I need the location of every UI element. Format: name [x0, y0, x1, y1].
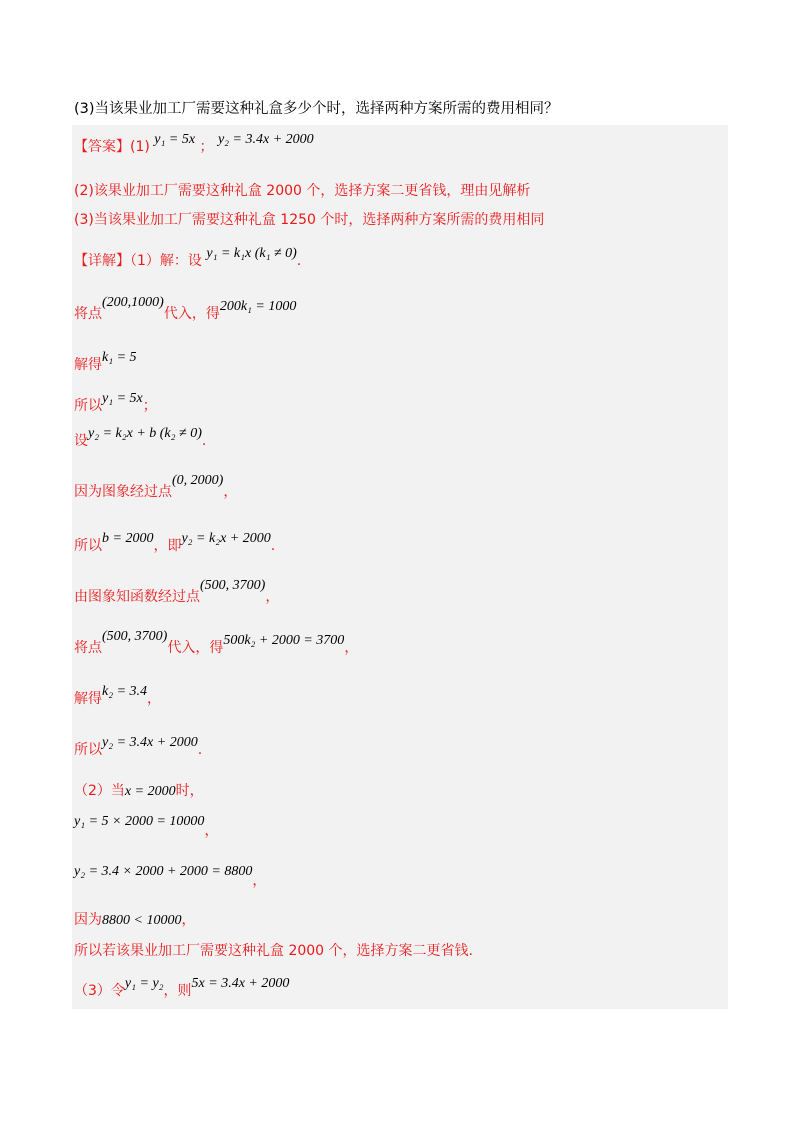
- part-3-formula-2: 5x = 3.4x + 2000: [191, 976, 290, 991]
- part-2-intro: [74, 780, 204, 800]
- conclusion-2: 所以若该果业加工厂需要这种礼盒 2000 个，选择方案二更省钱.: [74, 943, 473, 959]
- detail-step-2-mid: 代入，得: [163, 306, 220, 322]
- answer-line-1: [74, 132, 314, 156]
- detail-step-8-text: 由图象知函数经过点: [74, 589, 200, 605]
- detail-step-3-formula: k₁ = 5: [102, 350, 137, 365]
- detail-step-7-formula-2: y₂ = k₂x + 2000: [181, 531, 271, 546]
- question-3: (3)当该果业加工厂需要这种礼盒多少个时，选择两种方案所需的费用相同？: [74, 101, 559, 117]
- detail-step-4-text: 所以: [74, 398, 102, 414]
- point-500-3700: (500, 3700): [200, 578, 266, 593]
- comma: ，: [223, 484, 238, 500]
- detail-step-7-mid: ，即: [153, 538, 182, 554]
- detail-step-6-text: 因为图象经过点: [74, 484, 172, 500]
- detail-step-9-text: 将点: [74, 640, 102, 656]
- answer-y1-formula: y₁ = 5x: [154, 132, 196, 147]
- detail-tag: 【详解】: [74, 253, 130, 269]
- detail-step-2-formula: 200k₁ = 1000: [219, 299, 297, 314]
- detail-step-4-formula: y₁ = 5x: [102, 391, 143, 406]
- detail-step-10-formula: k₂ = 3.4: [102, 684, 148, 699]
- answer-y2-formula: y₂ = 3.4x + 2000: [217, 132, 314, 147]
- comma: ，: [147, 691, 162, 707]
- detail-step-1-text: （1）解：设: [130, 253, 202, 269]
- detail-step-7-formula: b = 2000: [102, 531, 154, 546]
- part-3-formula: y₁ = y₂: [124, 976, 164, 991]
- detail-step-5-text: 设: [74, 433, 88, 449]
- detail-step-10-text: 解得: [74, 691, 102, 707]
- detail-step-9-mid: 代入，得: [167, 640, 224, 656]
- detail-step-4: [74, 391, 157, 415]
- point-500-3700: (500, 3700): [102, 629, 168, 644]
- detail-step-5-formula: y₂ = k₂x + b (k₂ ≠ 0): [88, 426, 202, 441]
- answer-part-3: (3)当该果业加工厂需要这种礼盒 1250 个时，选择两种方案所需的费用相同: [74, 212, 545, 228]
- calc-y2-formula: y₂ = 3.4 × 2000 + 2000 = 8800: [74, 864, 253, 879]
- detail-step-1-formula: y₁ = k₁x (k₁ ≠ 0): [206, 246, 297, 261]
- detail-step-2: [74, 295, 297, 323]
- detail-step-11-formula: y₂ = 3.4x + 2000: [102, 735, 198, 750]
- answer-separator: ；: [199, 139, 214, 155]
- part1-prefix: (1): [130, 139, 150, 155]
- detail-step-9-formula: 500k₂ + 2000 = 3700: [223, 633, 345, 648]
- calc-y1: [74, 810, 219, 839]
- detail-step-2-text: 将点: [74, 306, 102, 322]
- part-2-text: （2）当: [74, 783, 125, 799]
- point-200-1000: (200,1000): [102, 295, 164, 310]
- calc-y2: [74, 860, 267, 889]
- semicolon: ；: [142, 398, 157, 414]
- answer-tag: 【答案】: [74, 139, 130, 155]
- detail-step-7: [74, 531, 276, 555]
- part-3-mid: ，则: [163, 983, 192, 999]
- period: .: [296, 253, 302, 269]
- detail-step-6: [74, 473, 238, 501]
- part-2-formula: x = 2000: [124, 784, 176, 799]
- detail-step-10: [74, 684, 162, 708]
- detail-step-3-text: 解得: [74, 357, 102, 373]
- period: .: [197, 742, 203, 758]
- because-formula: 8800 < 10000: [102, 913, 182, 928]
- detail-step-8: [74, 578, 280, 606]
- comma: ，: [344, 640, 359, 656]
- part-3-line: [74, 976, 290, 1000]
- comma: ，: [252, 873, 267, 889]
- part-3-text: （3）令: [74, 983, 125, 999]
- detail-step-9: [74, 629, 359, 657]
- period: .: [270, 538, 276, 554]
- detail-step-11: [74, 735, 203, 759]
- period: .: [201, 433, 207, 449]
- comma: ，: [204, 823, 219, 839]
- comma: ，: [181, 912, 196, 928]
- answer-part-2: (2)该果业加工厂需要这种礼盒 2000 个，选择方案二更省钱，理由见解析: [74, 183, 531, 199]
- because-text: 因为: [74, 912, 102, 928]
- detail-step-3: [74, 350, 137, 374]
- detail-step-1: [74, 246, 302, 270]
- comma: ，: [265, 589, 280, 605]
- detail-step-5: [74, 426, 207, 450]
- detail-step-7-text: 所以: [74, 538, 102, 554]
- part-2-end: 时，: [175, 783, 204, 799]
- calc-y1-formula: y₁ = 5 × 2000 = 10000: [74, 814, 205, 829]
- detail-step-11-text: 所以: [74, 742, 102, 758]
- because-line: [74, 909, 195, 929]
- point-0-2000: (0, 2000): [172, 473, 224, 488]
